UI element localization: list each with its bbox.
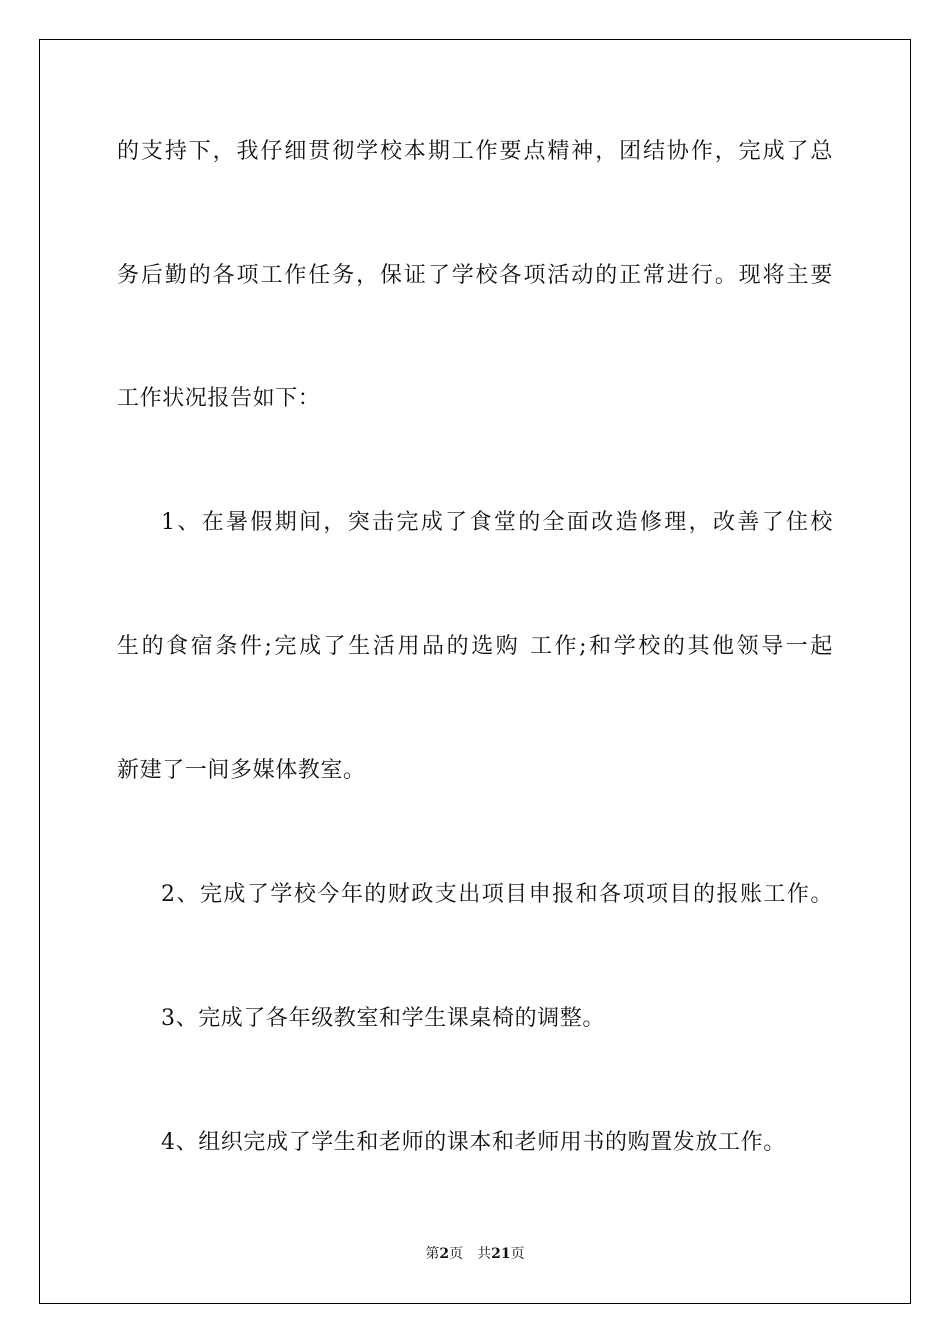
body-text-line-7: 2、完成了学校今年的财政支出项目申报和各项项目的报账工作。 xyxy=(161,882,833,907)
page-number: 2 xyxy=(439,1246,450,1262)
page-border xyxy=(39,39,911,1304)
page-footer xyxy=(0,1245,950,1263)
page-suffix: 页 xyxy=(449,1246,464,1262)
body-text-line-9: 4、组织完成了学生和老师的课本和老师用书的购置发放工作。 xyxy=(161,1130,786,1155)
body-text-line-3: 工作状况报告如下： xyxy=(117,386,321,411)
body-text-line-8: 3、完成了各年级教室和学生课桌椅的调整。 xyxy=(161,1006,605,1031)
total-pages: 21 xyxy=(491,1246,511,1262)
total-prefix: 共 xyxy=(477,1246,492,1262)
body-text-line-2: 务后勤的各项工作任务，保证了学校各项活动的正常进行。现将主要 xyxy=(117,263,833,288)
body-text-line-6: 新建了一间多媒体教室。 xyxy=(117,758,366,783)
body-text-line-4: 1、在暑假期间，突击完成了食堂的全面改造修理，改善了住校 xyxy=(161,510,833,535)
body-text-line-1: 的支持下，我仔细贯彻学校本期工作要点精神，团结协作，完成了总 xyxy=(117,139,833,164)
body-text-line-5: 生的食宿条件;完成了生活用品的选购 工作;和学校的其他领导一起 xyxy=(117,634,833,659)
total-suffix: 页 xyxy=(510,1246,525,1262)
page-prefix: 第 xyxy=(425,1246,440,1262)
